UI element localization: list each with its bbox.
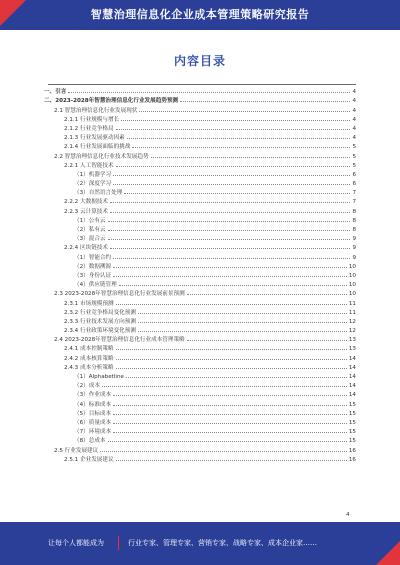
toc-entry[interactable] bbox=[44, 297, 356, 306]
footer-expert-list: 行业专家、管理专家、营销专家、战略专家、成本企业家…… bbox=[128, 539, 317, 547]
toc-entry-text: （4）标准成本 bbox=[74, 401, 112, 408]
toc-entry[interactable] bbox=[44, 160, 356, 169]
toc-leader-dots bbox=[108, 221, 351, 222]
toc-entry-page: 13 bbox=[348, 346, 356, 353]
toc-leader-dots bbox=[113, 276, 347, 277]
toc-entry-text: 2.2.2 大数据技术 bbox=[64, 199, 108, 206]
toc-leader-dots bbox=[116, 349, 347, 350]
toc-entry-text: 2.2.1 人工智能技术 bbox=[64, 162, 114, 169]
toc-leader-dots bbox=[126, 377, 347, 378]
toc-entry-page: 8 bbox=[352, 217, 356, 224]
toc-entry-page: 4 bbox=[352, 125, 356, 132]
toc-entry[interactable] bbox=[44, 408, 356, 417]
toc-entry[interactable] bbox=[44, 380, 356, 389]
toc-entry-text: （3）作业成本 bbox=[74, 392, 112, 399]
toc-entry-text: （2）深度学习 bbox=[74, 181, 112, 188]
toc-leader-dots bbox=[113, 267, 347, 268]
toc-entry-page: 6 bbox=[352, 171, 356, 178]
toc-entry[interactable] bbox=[44, 196, 356, 205]
toc-leader-dots bbox=[116, 166, 351, 167]
toc-entry[interactable] bbox=[44, 371, 356, 380]
toc-entry-text: （4）供应链管理 bbox=[74, 282, 117, 289]
toc-entry-page: 10 bbox=[348, 272, 356, 279]
toc-entry[interactable] bbox=[44, 251, 356, 260]
toc-entry-text: （1）智能合约 bbox=[74, 254, 112, 261]
report-title: 智慧治理信息化企业成本管理策略研究报告 bbox=[90, 8, 310, 21]
toc-entry-page: 4 bbox=[352, 98, 356, 105]
toc-entry[interactable] bbox=[44, 398, 356, 407]
toc-entry[interactable] bbox=[44, 307, 356, 316]
footer-accent bbox=[376, 541, 400, 565]
toc-entry[interactable] bbox=[44, 178, 356, 187]
toc-entry-page: 10 bbox=[348, 291, 356, 298]
toc-entry-text: （5）目标成本 bbox=[74, 410, 112, 417]
toc-entry-page: 9 bbox=[352, 254, 356, 261]
toc-entry-page: 10 bbox=[348, 282, 356, 289]
toc-entry-page: 4 bbox=[352, 89, 356, 96]
toc-entry-text: 二、2023-2028年智慧治理信息化行业发展趋势预测 bbox=[44, 98, 179, 105]
toc-leader-dots bbox=[108, 239, 351, 240]
toc-leader-dots bbox=[121, 120, 350, 121]
toc-entry-page: 7 bbox=[352, 190, 356, 197]
toc-entry-text: 2.1 智慧治理信息化行业发展现状 bbox=[54, 107, 138, 114]
toc-entry-page: 14 bbox=[348, 355, 356, 362]
toc-entry-text: 2.4.2 成本核算策略 bbox=[64, 355, 114, 362]
toc-entry-page: 4 bbox=[352, 107, 356, 114]
toc-leader-dots bbox=[116, 304, 347, 305]
toc-leader-dots bbox=[116, 359, 347, 360]
toc-leader-dots bbox=[138, 331, 347, 332]
toc-entry-text: （2）私有云 bbox=[74, 227, 106, 233]
toc-leader-dots bbox=[180, 101, 350, 102]
toc-leader-dots bbox=[139, 111, 350, 112]
toc-divider bbox=[48, 84, 356, 85]
toc-entry[interactable] bbox=[44, 352, 356, 361]
toc-leader-dots bbox=[138, 322, 347, 323]
toc-leader-dots bbox=[113, 258, 350, 259]
toc-entry[interactable] bbox=[44, 325, 356, 334]
toc-leader-dots bbox=[100, 451, 347, 452]
toc-entry[interactable] bbox=[44, 104, 356, 113]
toc-entry-text: 2.1.1 行业规模与增长 bbox=[64, 116, 120, 123]
toc-entry[interactable] bbox=[44, 288, 356, 297]
toc-leader-dots bbox=[113, 432, 347, 433]
toc-entry-text: 2.2 智慧治理信息化行业技术发展趋势 bbox=[54, 153, 149, 160]
toc-leader-dots bbox=[119, 285, 347, 286]
toc-leader-dots bbox=[113, 423, 347, 424]
toc-entry[interactable] bbox=[44, 233, 356, 242]
toc-leader-dots bbox=[102, 386, 347, 387]
toc-entry-text: 2.5 行业发展建议 bbox=[54, 447, 99, 454]
toc-entry[interactable] bbox=[44, 334, 356, 343]
toc-leader-dots bbox=[113, 184, 350, 185]
toc-entry-page: 16 bbox=[348, 456, 356, 463]
toc-entry-text: （2）数据溯源 bbox=[74, 263, 112, 270]
toc-entry-page: 15 bbox=[348, 410, 356, 417]
toc-entry[interactable] bbox=[44, 444, 356, 453]
toc-entry[interactable] bbox=[44, 435, 356, 444]
toc-entry-text: 2.3 2023-2028年智慧治理信息化行业发展前景预测 bbox=[54, 291, 185, 298]
toc-entry-page: 4 bbox=[352, 135, 356, 142]
toc-entry-page: 14 bbox=[348, 364, 356, 371]
toc-entry-page: 7 bbox=[352, 199, 356, 206]
toc-entry[interactable] bbox=[44, 215, 356, 224]
toc-entry[interactable] bbox=[44, 261, 356, 270]
toc-heading: 内容目录 bbox=[173, 54, 226, 68]
page-footer bbox=[0, 522, 400, 565]
toc-leader-dots bbox=[187, 294, 347, 295]
toc-entry-page: 15 bbox=[348, 419, 356, 426]
toc-entry-text: 2.1.3 行业发展驱动因素 bbox=[64, 135, 125, 142]
toc-entry[interactable] bbox=[44, 454, 356, 463]
toc-entry[interactable] bbox=[44, 86, 356, 95]
toc-entry-text: 一、引言 bbox=[44, 89, 67, 96]
toc-entry-page: 9 bbox=[352, 236, 356, 243]
toc-entry-page: 5 bbox=[352, 162, 356, 169]
toc-entry-text: （1）Alphabetline bbox=[74, 374, 124, 380]
toc-entry[interactable] bbox=[44, 362, 356, 371]
table-of-contents bbox=[44, 86, 356, 463]
toc-entry-text: 2.3.4 行业政策环境变化预测 bbox=[64, 328, 136, 335]
toc-entry[interactable] bbox=[44, 150, 356, 159]
toc-entry-text: （8）总成本 bbox=[74, 438, 106, 445]
toc-entry-text: 2.5.1 企业发展建议 bbox=[64, 456, 114, 463]
toc-entry-page: 15 bbox=[348, 438, 356, 445]
page-header bbox=[0, 0, 400, 30]
toc-entry[interactable] bbox=[44, 343, 356, 352]
toc-entry[interactable] bbox=[44, 187, 356, 196]
toc-entry[interactable] bbox=[44, 279, 356, 288]
toc-entry-text: 2.1.4 行业发展面临的挑战 bbox=[64, 144, 131, 151]
toc-entry-page: 9 bbox=[352, 245, 356, 252]
toc-entry-page: 8 bbox=[352, 208, 356, 215]
toc-entry[interactable] bbox=[44, 316, 356, 325]
toc-entry-text: 2.2.3 云计算技术 bbox=[64, 208, 108, 215]
toc-entry-page: 16 bbox=[348, 447, 356, 454]
toc-leader-dots bbox=[138, 313, 347, 314]
toc-leader-dots bbox=[113, 175, 350, 176]
toc-entry-page: 6 bbox=[352, 181, 356, 188]
toc-entry-text: （7）环境成本 bbox=[74, 429, 112, 436]
toc-entry-page: 15 bbox=[348, 429, 356, 436]
toc-entry[interactable] bbox=[44, 242, 356, 251]
toc-entry-text: （1）机器学习 bbox=[74, 171, 112, 178]
toc-leader-dots bbox=[113, 405, 347, 406]
toc-entry[interactable] bbox=[44, 141, 356, 150]
toc-entry-text: 2.1.2 行业竞争格局 bbox=[64, 125, 114, 132]
toc-leader-dots bbox=[68, 92, 350, 93]
toc-entry-text: （2）成本 bbox=[74, 383, 100, 390]
toc-entry-text: （3）自然语言处理 bbox=[74, 190, 123, 197]
toc-entry-page: 12 bbox=[348, 328, 356, 335]
toc-entry-text: （1）公有云 bbox=[74, 217, 106, 224]
toc-entry-page: 5 bbox=[352, 153, 356, 160]
toc-entry-page: 15 bbox=[348, 401, 356, 408]
toc-entry[interactable] bbox=[44, 417, 356, 426]
toc-entry[interactable] bbox=[44, 224, 356, 233]
toc-entry[interactable] bbox=[44, 95, 356, 104]
toc-entry-page: 14 bbox=[348, 374, 356, 380]
toc-entry-text: 2.3.3 行业技术发展方向预测 bbox=[64, 318, 136, 325]
toc-entry-page: 11 bbox=[348, 309, 356, 316]
toc-entry-text: 2.3.2 行业竞争格局变化预测 bbox=[64, 309, 136, 316]
toc-entry-page: 10 bbox=[348, 263, 356, 270]
toc-entry-page: 13 bbox=[348, 337, 356, 344]
toc-entry-page: 14 bbox=[348, 392, 356, 399]
toc-entry-page: 4 bbox=[352, 116, 356, 123]
toc-entry[interactable] bbox=[44, 169, 356, 178]
toc-entry-text: 2.3.1 市场规模预测 bbox=[64, 300, 114, 307]
toc-entry-text: 2.4.1 成本控制策略 bbox=[64, 346, 114, 353]
toc-entry-text: 2.4 2023-2028年智慧治理信息化行业成本管理策略 bbox=[54, 337, 185, 344]
toc-leader-dots bbox=[132, 147, 350, 148]
toc-leader-dots bbox=[116, 368, 347, 369]
toc-entry[interactable] bbox=[44, 270, 356, 279]
toc-entry-text: （3）身份认证 bbox=[74, 272, 112, 279]
toc-leader-dots bbox=[151, 157, 351, 158]
toc-leader-dots bbox=[113, 395, 347, 396]
footer-divider bbox=[118, 536, 119, 550]
toc-entry[interactable] bbox=[44, 205, 356, 214]
toc-leader-dots bbox=[127, 138, 351, 139]
toc-entry[interactable] bbox=[44, 389, 356, 398]
toc-entry[interactable] bbox=[44, 114, 356, 123]
toc-entry-page: 12 bbox=[348, 318, 356, 325]
toc-leader-dots bbox=[108, 230, 351, 231]
toc-entry-text: （6）质量成本 bbox=[74, 419, 112, 426]
toc-leader-dots bbox=[110, 202, 350, 203]
page-marker: 4 bbox=[346, 512, 350, 518]
toc-entry-text: （3）混合云 bbox=[74, 236, 106, 243]
toc-entry[interactable] bbox=[44, 132, 356, 141]
toc-entry[interactable] bbox=[44, 123, 356, 132]
toc-leader-dots bbox=[113, 414, 347, 415]
toc-entry[interactable] bbox=[44, 426, 356, 435]
toc-leader-dots bbox=[116, 460, 347, 461]
toc-leader-dots bbox=[110, 212, 350, 213]
toc-entry-page: 8 bbox=[352, 227, 356, 233]
corner-accent bbox=[0, 0, 26, 26]
toc-leader-dots bbox=[124, 193, 350, 194]
toc-entry-page: 5 bbox=[352, 144, 356, 151]
toc-entry-page: 11 bbox=[348, 300, 356, 307]
toc-leader-dots bbox=[116, 129, 351, 130]
toc-leader-dots bbox=[108, 441, 347, 442]
toc-entry-page: 14 bbox=[348, 383, 356, 390]
footer-slogan: 让每个人都能成为 bbox=[48, 539, 104, 547]
toc-leader-dots bbox=[110, 248, 350, 249]
toc-entry-text: 2.2.4 区块链技术 bbox=[64, 245, 108, 252]
toc-leader-dots bbox=[187, 340, 347, 341]
toc-entry-text: 2.4.3 成本分析策略 bbox=[64, 364, 114, 371]
